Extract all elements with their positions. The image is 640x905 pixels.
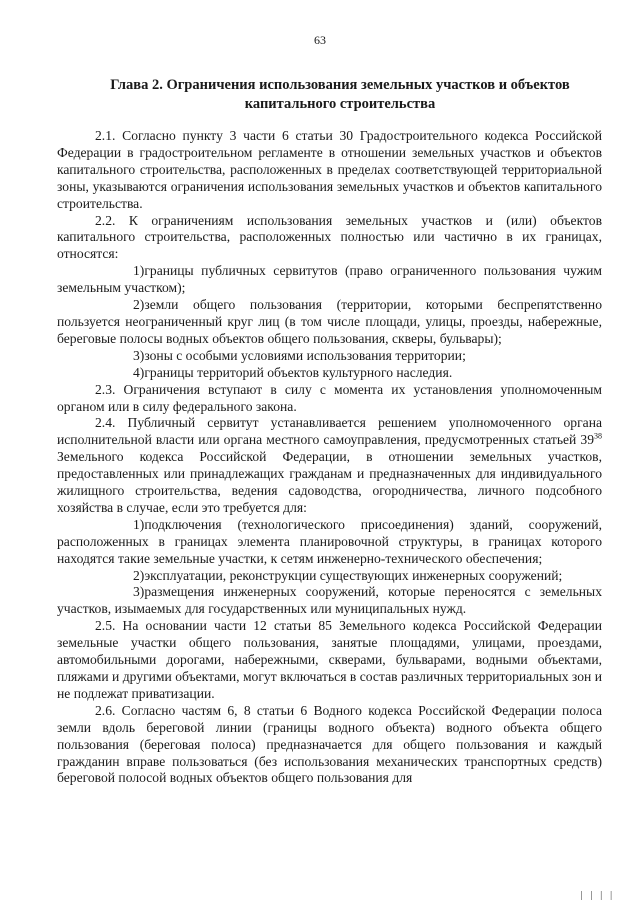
document-body xyxy=(57,128,602,787)
scan-marks: | | | | xyxy=(580,891,615,901)
paragraph-2-4 xyxy=(57,415,602,516)
list-item xyxy=(57,297,602,348)
list-item-text: подключения (технологического присоединения) зданий, сооружений, расположенных в границах элемента планировочной структуры, в границах которого находятся такие земельные участки, к сетям инженерно-технического обеспечения; xyxy=(57,516,602,566)
list-item-text: границы территорий объектов культурного наследия. xyxy=(144,364,453,380)
chapter-title xyxy=(80,76,600,114)
list-item-number: 2) xyxy=(133,297,145,313)
paragraph-2-1: 2.1. Согласно пункту 3 части 6 статьи 30 Градостроительного кодекса Российской Федерации в градостроительном регламенте в отношении земельных участков и объектов капитального строительства, расположенных в пределах соответствующей территориальной зоны, указываются ограничения использования земельных участков и объектов капитального строительства. xyxy=(57,128,602,211)
list-item-text: земли общего пользования (территории, которыми беспрепятственно пользуется неограниченный круг лиц (в том числе площади, улицы, проезды, набережные, береговые полосы водных объектов общего пользования, скверы, бульвары); xyxy=(57,297,602,346)
paragraph-2-4-end: Земельного кодекса Российской Федерации, в отношении земельных участков, предоставленных или принадлежащих гражданам и предназначенных для индивидуального жилищного строительства, ведения садоводства, огородничества, личного подсобного хозяйства в случае, если это требуется для: xyxy=(57,449,602,515)
paragraph-2-4-start: 2.4. Публичный сервитут устанавливается решением уполномоченного органа исполнительной власти или органа местного самоуправления, предусмотренных статьей 39 xyxy=(57,415,602,448)
paragraph-2-2: 2.2. К ограничениям использования земельных участков и (или) объектов капитального строительства, расположенных полностью или частично в их границах, относятся: xyxy=(57,212,602,262)
paragraph-2-5: 2.5. На основании части 12 статьи 85 Земельного кодекса Российской Федерации земельные участки общего пользования, занятые площадями, улицами, проездами, автомобильными дорогами, набережными, скверами, бульварами, водными объектами, пляжами и другими объектами, могут включаться в состав различных территориальных зон и не подлежат приватизации. xyxy=(57,618,602,701)
list-item xyxy=(57,263,602,297)
list-item-number: 1) xyxy=(133,516,145,532)
list-item xyxy=(57,584,602,618)
page-number: 63 xyxy=(314,33,326,47)
list-item-number: 1) xyxy=(133,263,145,279)
list-item xyxy=(57,348,602,365)
list-item-text: эксплуатации, реконструкции существующих инженерных сооружений; xyxy=(144,567,563,583)
paragraph-2-3: 2.3. Ограничения вступают в силу с момента их установления уполномоченным органом или в силу федерального закона. xyxy=(57,381,602,414)
list-item-number: 2) xyxy=(133,567,145,583)
list-item xyxy=(57,568,602,585)
chapter-title-line1: Глава 2. Ограничения использования земельных участков и объектов xyxy=(110,77,570,93)
footnote-ref: 38 xyxy=(594,431,602,441)
paragraph-2-6: 2.6. Согласно частям 6, 8 статьи 6 Водного кодекса Российской Федерации полоса земли вдоль береговой линии (границы водного объекта) водного объекта общего пользования (береговая полоса) предназначается для общего пользования и каждый гражданин вправе пользоваться (без использования механических транспортных средств) береговой полосой водных объектов общего пользования для xyxy=(57,702,602,786)
list-item-number: 3) xyxy=(133,347,145,363)
list-item-text: границы публичных сервитутов (право ограниченного пользования чужим земельным участком); xyxy=(57,263,602,296)
list-item-text: размещения инженерных сооружений, которые переносятся с земельных участков, изымаемых для государственных или муниципальных нужд. xyxy=(57,584,602,617)
list-item xyxy=(57,365,602,382)
list-item-text: зоны с особыми условиями использования территории; xyxy=(144,347,466,363)
chapter-title-line2: капитального строительства xyxy=(244,96,436,112)
list-item-number: 3) xyxy=(133,584,145,600)
list-item xyxy=(57,517,602,568)
list-item-number: 4) xyxy=(133,364,145,380)
